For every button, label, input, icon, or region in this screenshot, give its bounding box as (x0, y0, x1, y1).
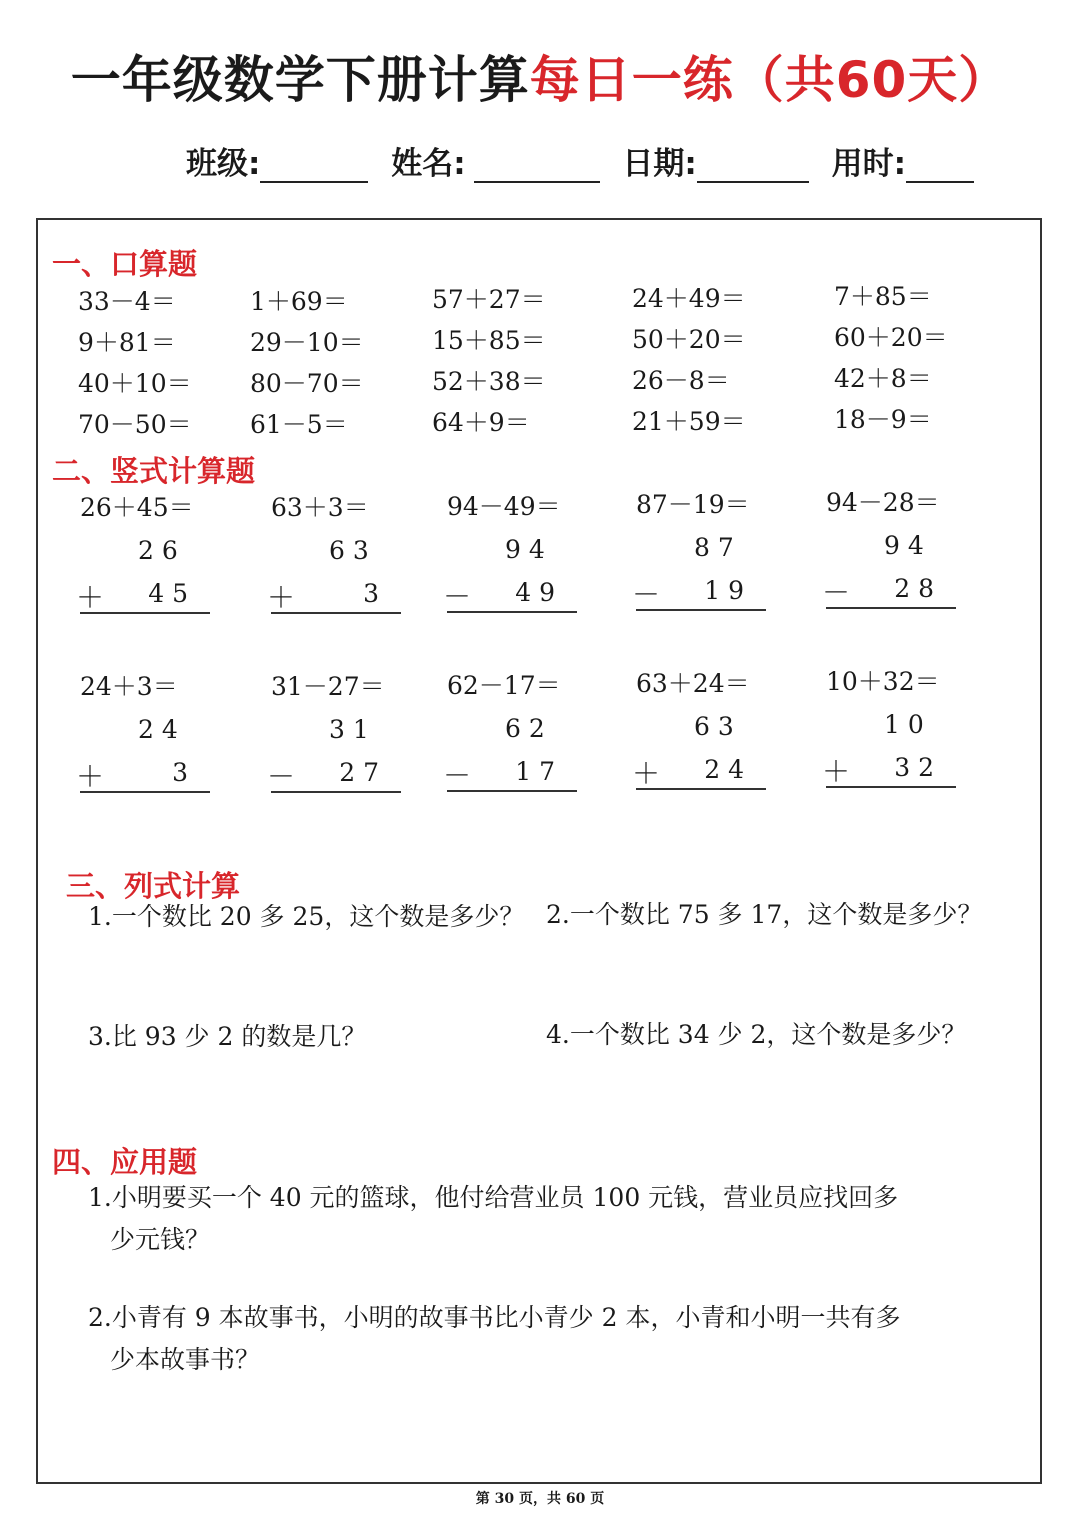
oral-problem: 15＋85＝ (432, 326, 546, 355)
vertical-operator: － (443, 580, 472, 613)
vertical-underline (636, 788, 766, 790)
vertical-equation: 10＋32＝ (826, 667, 940, 696)
oral-problem: 70－50＝ (78, 410, 192, 439)
title-main: 一年级数学下册计算 (70, 51, 530, 109)
oral-problem: 1＋69＝ (250, 287, 348, 316)
vertical-top-number: 1 0 (884, 710, 924, 739)
vertical-bottom-number: 3 (363, 579, 379, 608)
vertical-underline (636, 609, 766, 611)
name-blank[interactable] (474, 147, 600, 183)
oral-problem: 21＋59＝ (632, 407, 746, 436)
title-highlight: 每日一练（共60天） (529, 51, 1010, 109)
vertical-underline (447, 790, 577, 792)
vertical-top-number: 6 2 (505, 714, 545, 743)
vertical-top-number: 8 7 (694, 533, 734, 562)
vertical-equation: 26＋45＝ (80, 493, 194, 522)
section-vertical-title: 二、竖式计算题 (52, 454, 256, 488)
vertical-top-number: 6 3 (329, 536, 369, 565)
vertical-operator: ＋ (76, 760, 105, 793)
vertical-equation: 94－28＝ (826, 488, 940, 517)
section-oral-title: 一、口算题 (52, 247, 198, 281)
vertical-operator: ＋ (267, 581, 296, 614)
vertical-underline (447, 611, 577, 613)
oral-problem: 50＋20＝ (632, 325, 746, 354)
name-label: 姓名: (391, 146, 466, 182)
vertical-equation: 62－17＝ (447, 671, 561, 700)
vertical-operator: ＋ (632, 757, 661, 790)
vertical-underline (80, 791, 210, 793)
vertical-top-number: 3 1 (329, 715, 369, 744)
formula-question-3: 3.比 93 少 2 的数是几？ (88, 1022, 367, 1051)
vertical-operator: － (632, 578, 661, 611)
oral-problem: 57＋27＝ (432, 285, 546, 314)
vertical-bottom-number: 3 2 (894, 753, 934, 782)
page-footer: 第 30 页，共 60 页 (475, 1491, 605, 1507)
oral-problem: 61－5＝ (250, 410, 348, 439)
oral-problem: 64＋9＝ (432, 408, 530, 437)
oral-problem: 7＋85＝ (834, 282, 932, 311)
oral-problem: 24＋49＝ (632, 284, 746, 313)
vertical-top-number: 6 3 (694, 712, 734, 741)
oral-problem: 40＋10＝ (78, 369, 192, 398)
oral-problem: 18－9＝ (834, 405, 932, 434)
vertical-bottom-number: 4 5 (148, 579, 188, 608)
vertical-top-number: 2 6 (138, 536, 178, 565)
vertical-operator: ＋ (76, 581, 105, 614)
vertical-equation: 31－27＝ (271, 672, 385, 701)
vertical-operator: － (443, 759, 472, 792)
time-blank[interactable] (906, 147, 974, 183)
formula-question-4: 4.一个数比 34 少 2，这个数是多少？ (546, 1020, 967, 1049)
class-label: 班级: (186, 146, 261, 182)
application-question-1-line1: 1.小明要买一个 40 元的篮球，他付给营业员 100 元钱，营业员应找回多 (88, 1183, 899, 1212)
vertical-bottom-number: 4 9 (515, 578, 555, 607)
vertical-bottom-number: 2 8 (894, 574, 934, 603)
vertical-underline (80, 612, 210, 614)
oral-problem: 29－10＝ (250, 328, 364, 357)
vertical-underline (271, 791, 401, 793)
vertical-top-number: 9 4 (884, 531, 924, 560)
date-blank[interactable] (697, 147, 809, 183)
vertical-equation: 63＋3＝ (271, 493, 369, 522)
oral-problem: 33－4＝ (78, 287, 176, 316)
vertical-bottom-number: 2 7 (339, 758, 379, 787)
date-label: 日期: (622, 146, 697, 182)
vertical-equation: 94－49＝ (447, 492, 561, 521)
oral-problem: 26－8＝ (632, 366, 730, 395)
formula-question-1: 1.一个数比 20 多 25，这个数是多少？ (88, 902, 525, 931)
vertical-operator: ＋ (822, 755, 851, 788)
vertical-operator: － (822, 576, 851, 609)
section-formula-title: 三、列式计算 (66, 869, 241, 903)
vertical-bottom-number: 1 9 (704, 576, 744, 605)
application-question-2-line1: 2.小青有 9 本故事书，小明的故事书比小青少 2 本，小青和小明一共有多 (88, 1303, 901, 1332)
formula-question-2: 2.一个数比 75 多 17，这个数是多少？ (546, 900, 983, 929)
vertical-equation: 24＋3＝ (80, 672, 178, 701)
student-info-row (186, 138, 986, 183)
vertical-bottom-number: 1 7 (515, 757, 555, 786)
section-application-title: 四、应用题 (52, 1145, 198, 1179)
application-question-2-line2: 少本故事书？ (110, 1345, 261, 1374)
vertical-underline (271, 612, 401, 614)
oral-problem: 60＋20＝ (834, 323, 948, 352)
oral-problem: 9＋81＝ (78, 328, 176, 357)
time-label: 用时: (831, 146, 907, 182)
vertical-top-number: 2 4 (138, 715, 178, 744)
vertical-bottom-number: 2 4 (704, 755, 744, 784)
oral-problem: 42＋8＝ (834, 364, 932, 393)
oral-problem: 52＋38＝ (432, 367, 546, 396)
page-title (0, 40, 1080, 112)
vertical-operator: － (267, 760, 296, 793)
vertical-top-number: 9 4 (505, 535, 545, 564)
oral-problem: 80－70＝ (250, 369, 364, 398)
class-blank[interactable] (260, 147, 368, 183)
vertical-underline (826, 607, 956, 609)
vertical-equation: 87－19＝ (636, 490, 750, 519)
vertical-equation: 63＋24＝ (636, 669, 750, 698)
application-question-1-line2: 少元钱？ (110, 1225, 211, 1254)
vertical-bottom-number: 3 (172, 758, 188, 787)
vertical-underline (826, 786, 956, 788)
